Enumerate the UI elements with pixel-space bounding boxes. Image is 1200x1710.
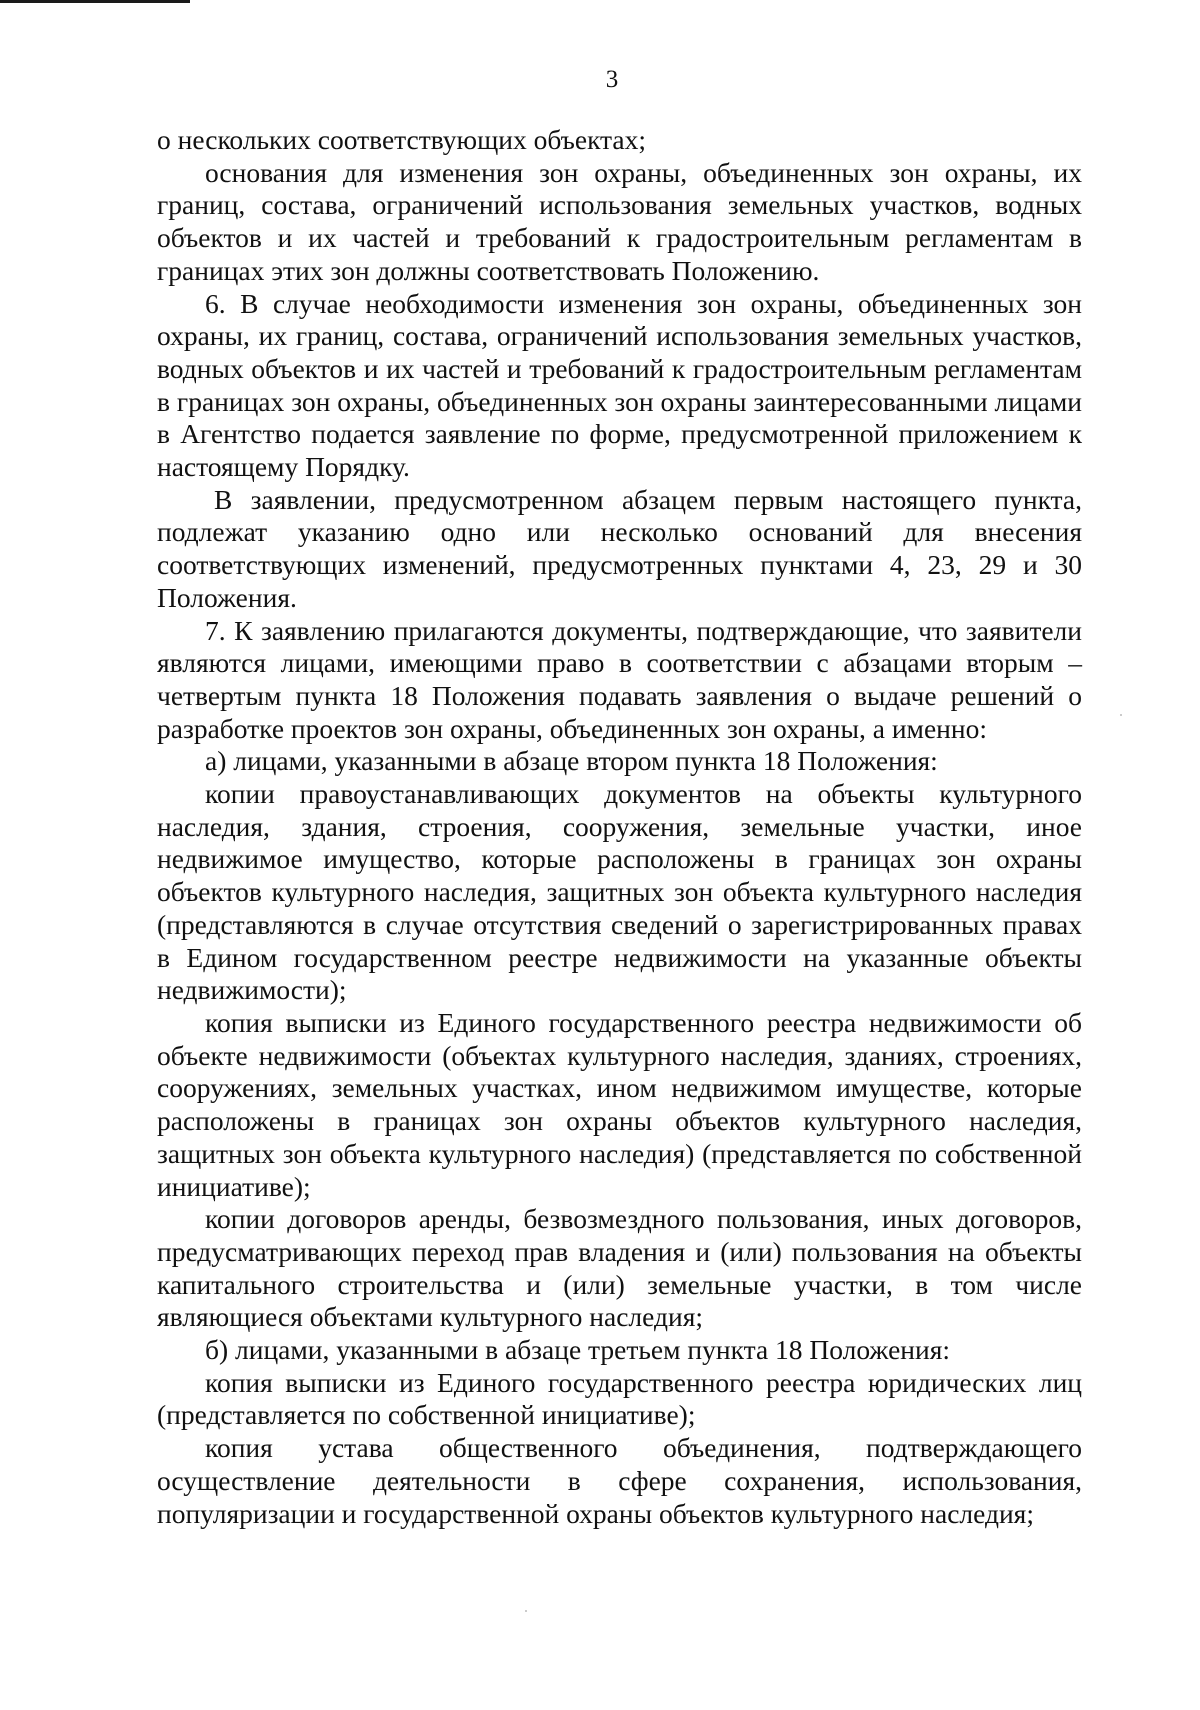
scan-speck [525,1610,527,1612]
paragraph: о нескольких соответствующих объектах; [157,124,647,155]
paragraph: копия выписки из Единого государственного реестра недвижимости об объекте недвижимости (объектах культурного наследия, зданиях, строениях, сооружениях, земельных участках, ином недвижимом имуществе, которые расположены в границах зон охраны объектов культурного наследия, защитных зон объекта культурного наследия) (представляется по собственной инициативе); [157,1006,1082,1202]
page-number: 3 [605,66,619,93]
paragraph: 7. К заявлению прилагаются документы, подтверждающие, что заявители являются лицами, имеющими право в соответствии с абзацами вторым – четвертым пункта 18 Положения подавать заявления о выдаче решений о разработке проектов зон охраны, объединенных зон охраны, а именно: [157,614,1082,744]
paragraph: а) лицами, указанными в абзаце втором пункта 18 Положения: [205,745,938,777]
paragraph: копии правоустанавливающих документов на объекты культурного наследия, здания, строения, сооружения, земельные участки, иное недвижимое имущество, которые расположены в границах зон охраны объектов культурного наследия, защитных зон объекта культурного наследия (представляются в случае отсутствия сведений о зарегистрированных правах в Едином государственном реестре недвижимости на указанные объекты недвижимости); [157,778,1082,1006]
document-body [157,124,1082,1530]
paragraph: основания для изменения зон охраны, объединенных зон охраны, их границ, состава, ограничений использования земельных участков, водных объектов и их частей и требований к градостроительным регламентам в границах этих зон должны соответствовать Положению. [157,156,1082,286]
paragraph: В заявлении, предусмотренном абзацем первым настоящего пункта, подлежат указанию одно или несколько оснований для внесения соответствующих изменений, предусмотренных пунктами 4, 23, 29 и 30 Положения. [157,483,1082,613]
paragraph: копия выписки из Единого государственного реестра юридических лиц (представляется по собственной инициативе); [157,1366,1082,1431]
scan-speck [1120,714,1122,716]
scan-edge [0,0,190,3]
paragraph: б) лицами, указанными в абзаце третьем пункта 18 Положения: [205,1334,950,1366]
paragraph: копия устава общественного объединения, подтверждающего осуществление деятельности в сфере сохранения, использования, популяризации и государственной охраны объектов культурного наследия; [157,1432,1082,1529]
paragraph: 6. В случае необходимости изменения зон охраны, объединенных зон охраны, их границ, состава, ограничений использования земельных участков, водных объектов и их частей и требований к градостроительным регламентам в границах зон охраны, объединенных зон охраны заинтересованными лицами в Агентство подается заявление по форме, предусмотренной приложением к настоящему Порядку. [157,287,1082,483]
paragraph: копии договоров аренды, безвозмездного пользования, иных договоров, предусматривающих переход прав владения и (или) пользования на объекты капитального строительства и (или) земельные участки, в том числе являющиеся объектами культурного наследия; [157,1203,1082,1333]
